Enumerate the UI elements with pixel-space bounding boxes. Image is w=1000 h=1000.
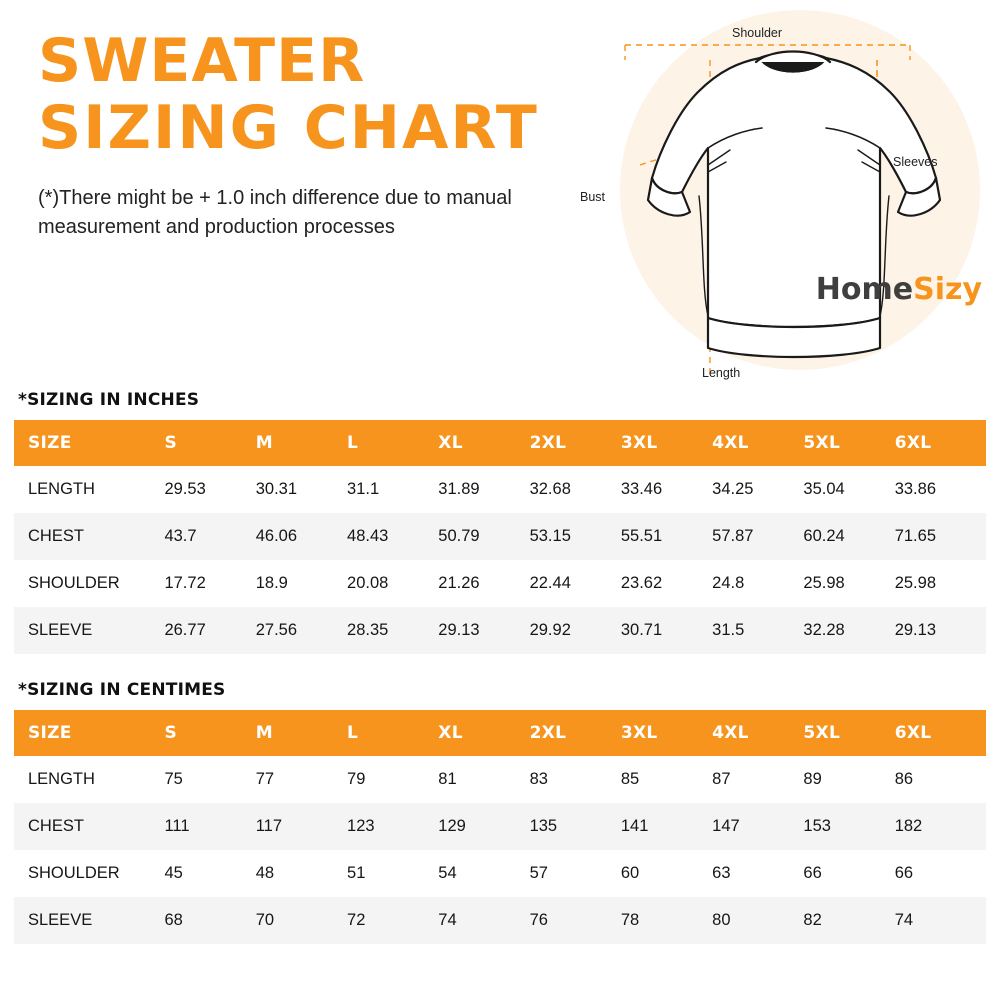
col-header-xl: XL (438, 710, 529, 756)
cell: 18.9 (255, 574, 288, 592)
label-bust: Bust (580, 190, 606, 204)
sizing-table-inches (14, 420, 986, 654)
table-row (14, 850, 986, 897)
cell: 117 (255, 817, 283, 835)
sweater-illustration (580, 0, 1000, 395)
cell: 141 (620, 817, 649, 835)
cell: 29.53 (164, 480, 206, 498)
cell: 76 (529, 911, 548, 929)
cell: 46.06 (255, 527, 298, 545)
cell: 31.5 (712, 621, 745, 639)
cell: 135 (529, 817, 558, 835)
title-block (38, 28, 598, 242)
col-header-s: S (164, 420, 255, 466)
table-head-centimeters (14, 710, 986, 756)
cell: 85 (620, 770, 640, 788)
cell: 78 (620, 911, 640, 929)
cell: 111 (164, 817, 190, 835)
table-row (14, 756, 986, 803)
cell: 28.35 (347, 621, 389, 639)
cell: 66 (803, 864, 822, 882)
row-label-length: LENGTH (28, 480, 95, 498)
cell: 31.1 (347, 480, 380, 498)
cell: 89 (803, 770, 822, 788)
measurement-disclaimer: (*)There might be + 1.0 inch difference due to manual measurement and production processes (38, 187, 512, 239)
page-title-line-1: SWEATER (38, 26, 366, 96)
row-label-chest: CHEST (28, 817, 84, 835)
inches-section-title: *SIZING IN INCHES (18, 390, 200, 410)
col-header-m: M (256, 710, 347, 756)
cell: 83 (529, 770, 548, 788)
cell: 57.87 (712, 527, 754, 545)
cell: 33.46 (620, 480, 663, 498)
cell: 79 (347, 770, 366, 788)
cell: 55.51 (620, 527, 663, 545)
cell: 129 (438, 817, 466, 835)
label-sleeves: Sleeves (893, 155, 938, 169)
cell: 153 (803, 817, 831, 835)
col-header-l: L (347, 420, 438, 466)
sizing-tables (0, 390, 1000, 944)
col-header-6xl: 6XL (895, 710, 986, 756)
cell: 32.28 (803, 621, 845, 639)
cell: 60 (620, 864, 640, 882)
col-header-size: SIZE (14, 710, 164, 756)
cell: 32.68 (529, 480, 571, 498)
cell: 22.44 (529, 574, 571, 592)
col-header-2xl: 2XL (530, 420, 621, 466)
col-header-size: SIZE (14, 420, 164, 466)
cell: 48.43 (347, 527, 389, 545)
col-header-5xl: 5XL (803, 710, 894, 756)
brand-name-part2: Sizy (913, 272, 982, 307)
brand-name-part1: Home (815, 272, 914, 307)
cell: 30.31 (255, 480, 298, 498)
table-body-centimeters (14, 756, 986, 944)
cell: 24.8 (712, 574, 745, 592)
table-row (14, 897, 986, 944)
col-header-4xl: 4XL (712, 710, 803, 756)
col-header-5xl: 5XL (803, 420, 894, 466)
sizing-table-centimeters (14, 710, 986, 944)
row-label-sleeve: SLEEVE (28, 621, 93, 639)
cell: 86 (894, 770, 914, 788)
table-row (14, 513, 986, 560)
row-label-length: LENGTH (28, 770, 95, 788)
cell: 87 (712, 770, 731, 788)
cell: 25.98 (894, 574, 936, 592)
cell: 34.25 (712, 480, 754, 498)
cell: 29.13 (438, 621, 480, 639)
inches-section (14, 390, 986, 654)
cell: 50.79 (438, 527, 480, 545)
col-header-l: L (347, 710, 438, 756)
centimeters-section-title: *SIZING IN CENTIMES (18, 680, 226, 700)
cell: 81 (438, 770, 457, 788)
section-gap (14, 654, 986, 680)
label-length: Length (702, 366, 741, 380)
cell: 182 (894, 817, 923, 835)
cell: 54 (438, 864, 457, 882)
cell: 25.98 (803, 574, 845, 592)
col-header-xl: XL (438, 420, 529, 466)
cell: 57 (529, 864, 548, 882)
cell: 70 (255, 911, 275, 929)
col-header-s: S (164, 710, 255, 756)
col-header-3xl: 3XL (621, 420, 712, 466)
cell: 68 (164, 911, 183, 929)
cell: 147 (712, 817, 740, 835)
cell: 20.08 (347, 574, 389, 592)
cell: 26.77 (164, 621, 206, 639)
cell: 53.15 (529, 527, 571, 545)
page-title-line-2: SIZING CHART (38, 93, 539, 164)
cell: 29.92 (529, 621, 571, 639)
cell: 66 (894, 864, 914, 882)
row-label-chest: CHEST (28, 527, 84, 545)
table-head-inches (14, 420, 986, 466)
col-header-4xl: 4XL (712, 420, 803, 466)
cell: 74 (438, 911, 457, 929)
col-header-2xl: 2XL (530, 710, 621, 756)
row-label-sleeve: SLEEVE (28, 911, 93, 929)
cell: 29.13 (894, 621, 936, 639)
col-header-m: M (256, 420, 347, 466)
cell: 123 (347, 817, 375, 835)
cell: 82 (803, 911, 822, 929)
cell: 35.04 (803, 480, 845, 498)
cell: 74 (894, 911, 914, 929)
cell: 31.89 (438, 480, 480, 498)
cell: 30.71 (620, 621, 663, 639)
table-row (14, 607, 986, 654)
cell: 33.86 (894, 480, 936, 498)
row-label-shoulder: SHOULDER (28, 574, 120, 592)
cell: 63 (712, 864, 731, 882)
cell: 71.65 (894, 527, 936, 545)
cell: 21.26 (438, 574, 480, 592)
table-body-inches (14, 466, 986, 654)
sweater-diagram-svg (580, 0, 1000, 395)
label-shoulder: Shoulder (732, 26, 783, 40)
cell: 60.24 (803, 527, 845, 545)
cell: 72 (347, 911, 366, 929)
table-row (14, 466, 986, 513)
table-row (14, 803, 986, 850)
header (0, 0, 1000, 390)
brand-logo (816, 272, 982, 307)
cell: 23.62 (620, 574, 663, 592)
cell: 45 (164, 864, 183, 882)
cell: 77 (255, 770, 275, 788)
cell: 17.72 (164, 574, 206, 592)
table-header-row (14, 420, 986, 466)
centimeters-section (14, 680, 986, 944)
table-header-row (14, 710, 986, 756)
col-header-3xl: 3XL (621, 710, 712, 756)
cell: 48 (255, 864, 275, 882)
cell: 51 (347, 864, 366, 882)
cell: 75 (164, 770, 183, 788)
col-header-6xl: 6XL (895, 420, 986, 466)
cell: 80 (712, 911, 731, 929)
row-label-shoulder: SHOULDER (28, 864, 120, 882)
cell: 43.7 (164, 527, 197, 545)
cell: 27.56 (255, 621, 298, 639)
table-row (14, 560, 986, 607)
